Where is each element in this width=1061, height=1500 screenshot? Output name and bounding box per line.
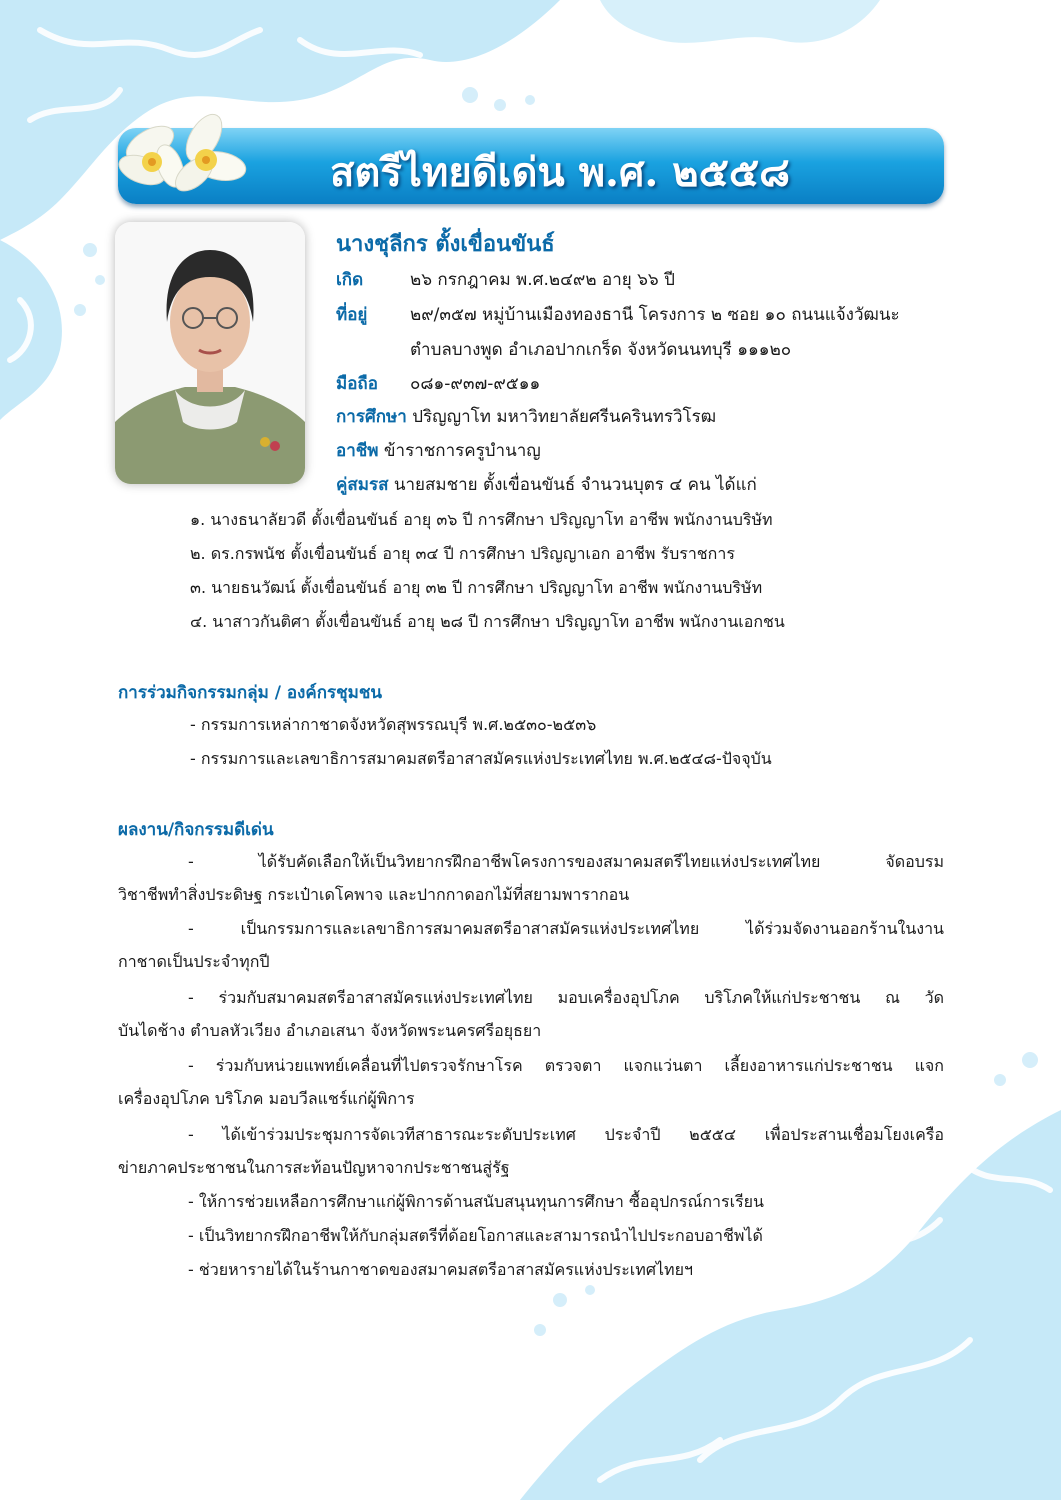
spouse-row <box>336 473 757 497</box>
education-label: การศึกษา <box>336 407 407 427</box>
achievement-line: เครื่องอุปโภค บริโภค มอบวีลแชร์แก่ผู้พิการ <box>118 1089 415 1108</box>
achievement-line: กาชาดเป็นประจำทุกปี <box>118 952 270 971</box>
profile-name: นางชุลีกร ตั้งเขื่อนขันธ์ <box>336 232 555 257</box>
portrait-photo <box>115 222 305 484</box>
activity-item: - กรรมการเหล่ากาชาดจังหวัดสุพรรณบุรี พ.ศ.๒๕๓๐-๒๕๓๖ <box>190 715 597 734</box>
achievement-paragraph <box>118 1049 944 1115</box>
orchid-flowers-decoration <box>112 108 252 204</box>
achievements-heading: ผลงาน/กิจกรรมดีเด่น <box>118 820 274 840</box>
achievement-line: - ได้เข้าร่วมประชุมการจัดเวทีสาธารณะระดับประเทศ ประจำปี ๒๕๕๔ เพื่อประสานเชื่อมโยงเครือ <box>188 1125 944 1144</box>
address-line-2: ตำบลบางพูด อำเภอปากเกร็ด จังหวัดนนทบุรี ๑๑๑๒๐ <box>410 340 792 360</box>
address-label: ที่อยู่ <box>336 305 368 325</box>
mobile-value: ๐๘๑-๙๓๗-๙๕๑๑ <box>410 374 541 394</box>
occupation-value: ข้าราชการครูบำนาญ <box>383 441 541 461</box>
achievement-line: - ร่วมกับสมาคมสตรีอาสาสมัครแห่งประเทศไทย มอบเครื่องอุปโภค บริโภคให้แก่ประชาชน ณ วัด <box>188 988 944 1007</box>
page-title: สตรีไทยดีเด่น พ.ศ. ๒๕๕๘ <box>330 149 790 196</box>
education-value: ปริญญาโท มหาวิทยาลัยศรีนครินทรวิโรฒ <box>412 407 717 427</box>
child-item: ๒. ดร.กรพนัช ตั้งเขื่อนขันธ์ อายุ ๓๔ ปี การศึกษา ปริญญาเอก อาชีพ รับราชการ <box>190 544 735 563</box>
spouse-label: คู่สมรส <box>336 475 389 495</box>
child-item: ๓. นายธนวัฒน์ ตั้งเขื่อนขันธ์ อายุ ๓๒ ปี การศึกษา ปริญญาโท อาชีพ พนักงานบริษัท <box>190 578 763 597</box>
achievement-item: - ให้การช่วยเหลือการศึกษาแก่ผู้พิการด้านสนับสนุนทุนการศึกษา ซื้ออุปกรณ์การเรียน <box>188 1192 764 1211</box>
achievement-paragraph <box>118 981 944 1047</box>
achievement-paragraph <box>118 1118 944 1184</box>
child-item: ๑. นางธนาลัยวดี ตั้งเขื่อนขันธ์ อายุ ๓๖ ปี การศึกษา ปริญญาโท อาชีพ พนักงานบริษัท <box>190 510 773 529</box>
activity-item: - กรรมการและเลขาธิการสมาคมสตรีอาสาสมัครแห่งประเทศไทย พ.ศ.๒๕๔๘-ปัจจุบัน <box>190 749 772 768</box>
achievement-line: - เป็นกรรมการและเลขาธิการสมาคมสตรีอาสาสมัครแห่งประเทศไทย ได้ร่วมจัดงานออกร้านในงาน <box>188 919 944 938</box>
achievement-paragraph <box>118 912 944 978</box>
achievement-paragraph <box>118 845 944 911</box>
child-item: ๔. นาสาวกันติศา ตั้งเขื่อนขันธ์ อายุ ๒๘ ปี การศึกษา ปริญญาโท อาชีพ พนักงานเอกชน <box>190 612 785 631</box>
address-line-1: ๒๙/๓๕๗ หมู่บ้านเมืองทองธานี โครงการ ๒ ซอย ๑๐ ถนนแจ้งวัฒนะ <box>410 305 900 325</box>
achievement-line: วิชาชีพทำสิ่งประดิษฐ กระเป๋าเดโคพาจ และปากกาดอกไม้ที่สยามพารากอน <box>118 885 630 904</box>
mobile-row <box>336 372 541 396</box>
birth-value: ๒๖ กรกฎาคม พ.ศ.๒๔๙๒ อายุ ๖๖ ปี <box>410 270 675 290</box>
mobile-label: มือถือ <box>336 374 378 394</box>
achievement-line: - ร่วมกับหน่วยแพทย์เคลื่อนที่ไปตรวจรักษาโรค ตรวจตา แจกแว่นตา เลี้ยงอาหารแก่ประชาชน แจก <box>188 1056 944 1075</box>
birth-label: เกิด <box>336 270 364 290</box>
achievement-item: - ช่วยหารายได้ในร้านกาชาดของสมาคมสตรีอาสาสมัครแห่งประเทศไทยฯ <box>188 1260 693 1279</box>
birth-row <box>336 268 675 292</box>
activities-heading: การร่วมกิจกรรมกลุ่ม / องค์กรชุมชน <box>118 683 383 703</box>
achievement-line: ข่ายภาคประชาชนในการสะท้อนปัญหาจากประชาชนสู่รัฐ <box>118 1158 510 1177</box>
education-row <box>336 405 716 429</box>
occupation-row <box>336 439 541 463</box>
spouse-value: นายสมชาย ตั้งเขื่อนขันธ์ จำนวนบุตร ๔ คน ได้แก่ <box>393 475 757 495</box>
occupation-label: อาชีพ <box>336 441 379 461</box>
achievement-line: - ได้รับคัดเลือกให้เป็นวิทยากรฝึกอาชีพโครงการของสมาคมสตรีไทยแห่งประเทศไทย จัดอบรม <box>188 852 944 871</box>
achievement-item: - เป็นวิทยากรฝึกอาชีพให้กับกลุ่มสตรีที่ด้อยโอกาสและสามารถนำไปประกอบอาชีพได้ <box>188 1226 763 1245</box>
achievement-line: บันไดช้าง ตำบลหัวเวียง อำเภอเสนา จังหวัดพระนครศรีอยุธยา <box>118 1021 542 1040</box>
address-row <box>336 303 900 327</box>
